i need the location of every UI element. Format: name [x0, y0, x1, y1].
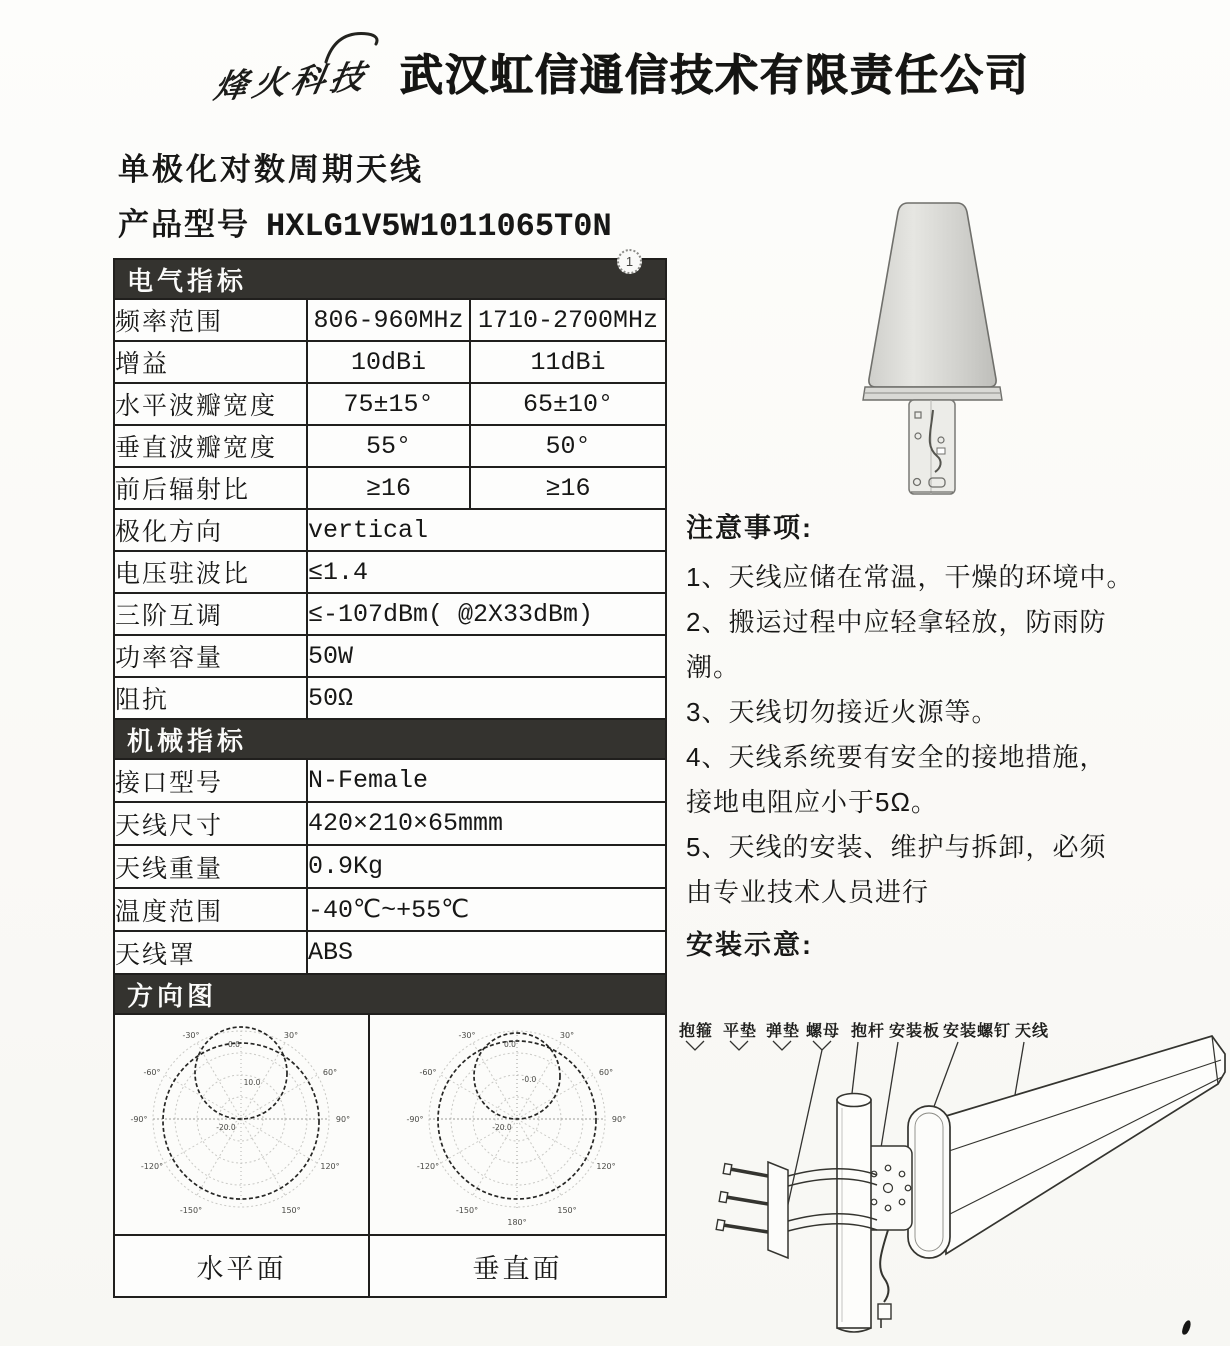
company-name: 武汉虹信通信技术有限责任公司 — [400, 52, 1030, 100]
svg-text:10.0: 10.0 — [243, 1077, 261, 1087]
svg-text:90°: 90° — [335, 1114, 351, 1124]
table-row — [114, 551, 666, 593]
model-label: 产品型号 — [118, 207, 250, 242]
horizontal-pattern-plot — [119, 1019, 364, 1231]
part-label: 弹垫 — [766, 1023, 801, 1040]
mechanical-section-header — [114, 719, 666, 759]
spec-label: 天线罩 — [114, 931, 307, 974]
part-label: 抱杆 — [851, 1023, 886, 1040]
table-row — [114, 425, 666, 467]
spec-label: 温度范围 — [114, 888, 307, 931]
antenna-body — [946, 1036, 1225, 1254]
spec-value-high-band: ≥16 — [470, 467, 666, 509]
note-line: 3、天线切勿接近火源等。 — [686, 697, 999, 727]
notes-heading: 注意事项: — [686, 513, 813, 543]
svg-text:120°: 120° — [596, 1161, 616, 1171]
table-row — [114, 509, 666, 551]
antenna-product-image — [845, 196, 1020, 504]
table-row — [114, 931, 666, 974]
direction-section-header — [114, 974, 666, 1014]
spec-value: 50W — [307, 635, 666, 677]
spec-label: 极化方向 — [114, 509, 307, 551]
electrical-header-label: 电气指标 — [114, 259, 666, 299]
part-label: 安装板 — [889, 1023, 941, 1040]
part-label: 抱箍 — [679, 1023, 714, 1040]
svg-text:-30°: -30° — [458, 1030, 476, 1040]
svg-text:150°: 150° — [281, 1205, 301, 1215]
svg-text:-120°: -120° — [416, 1161, 440, 1171]
spec-value: N-Female — [307, 759, 666, 802]
table-row — [114, 677, 666, 719]
spec-label: 阻抗 — [114, 677, 307, 719]
svg-text:-150°: -150° — [179, 1205, 203, 1215]
notes-section — [686, 506, 1230, 972]
main-lobe-trace — [195, 1027, 287, 1119]
spec-table — [113, 258, 667, 1298]
svg-text:30°: 30° — [559, 1030, 575, 1040]
direction-content-row — [114, 1014, 666, 1297]
radome — [869, 203, 996, 387]
part-label: 天线 — [1015, 1023, 1050, 1040]
direction-header-label: 方向图 — [114, 974, 666, 1014]
svg-text:120°: 120° — [320, 1161, 340, 1171]
vertical-pattern-plot — [395, 1019, 640, 1231]
table-row — [114, 635, 666, 677]
part-label: 螺母 — [806, 1023, 841, 1040]
antenna-back-cap — [908, 1106, 950, 1258]
svg-text:60°: 60° — [322, 1067, 338, 1077]
spec-value: 420×210×65mmm — [307, 802, 666, 845]
vertical-plane-caption: 垂直面 — [368, 1234, 665, 1296]
spec-label: 接口型号 — [114, 759, 307, 802]
clamp-block — [768, 1162, 788, 1258]
table-row — [114, 341, 666, 383]
spec-value-high-band: 65±10° — [470, 383, 666, 425]
spec-value: -40℃~+55℃ — [307, 888, 666, 931]
spec-value: 50Ω — [307, 677, 666, 719]
svg-text:-120°: -120° — [140, 1161, 164, 1171]
spec-value-high-band: 11dBi — [470, 341, 666, 383]
svg-text:-60°: -60° — [419, 1067, 437, 1077]
table-row — [114, 888, 666, 931]
spec-value-low-band: ≥16 — [307, 467, 470, 509]
spec-label: 三阶互调 — [114, 593, 307, 635]
spec-value: vertical — [307, 509, 666, 551]
table-row — [114, 759, 666, 802]
spec-value-high-band: 50° — [470, 425, 666, 467]
svg-text:0.0: 0.0 — [228, 1039, 240, 1049]
horizontal-pattern-cell — [115, 1015, 368, 1234]
scan-circled-mark: 1 — [617, 249, 642, 274]
svg-text:-30°: -30° — [182, 1030, 200, 1040]
table-row — [114, 593, 666, 635]
table-row — [114, 802, 666, 845]
svg-text:60°: 60° — [598, 1067, 614, 1077]
svg-text:-20.0: -20.0 — [216, 1122, 236, 1132]
spec-label: 电压驻波比 — [114, 551, 307, 593]
spec-label: 水平波瓣宽度 — [114, 383, 307, 425]
logo-script-text: 烽火科技 — [211, 56, 373, 107]
note-line: 1、天线应储在常温，干燥的环境中。 — [686, 562, 1134, 592]
note-line: 2、搬运过程中应轻拿轻放，防雨防 — [686, 607, 1107, 637]
installation-diagram — [672, 1020, 1230, 1344]
feed-cable — [880, 1230, 888, 1302]
pattern-plots-grid — [115, 1015, 665, 1296]
svg-text:-60°: -60° — [143, 1067, 161, 1077]
spec-value-low-band: 806-960MHz — [307, 299, 470, 341]
page-title: 单极化对数周期天线 — [118, 152, 424, 187]
table-row — [114, 299, 666, 341]
spec-label: 天线重量 — [114, 845, 307, 888]
spec-label: 前后辐射比 — [114, 467, 307, 509]
svg-text:-90°: -90° — [406, 1114, 424, 1124]
spec-value-low-band: 55° — [307, 425, 470, 467]
vertical-pattern-cell — [368, 1015, 665, 1234]
spec-value-low-band: 10dBi — [307, 341, 470, 383]
svg-text:30°: 30° — [283, 1030, 299, 1040]
svg-text:-0.0: -0.0 — [521, 1074, 537, 1084]
spec-value-low-band: 75±15° — [307, 383, 470, 425]
svg-text:180°: 180° — [507, 1217, 527, 1227]
company-logo — [208, 24, 386, 112]
spec-value: ABS — [307, 931, 666, 974]
svg-text:-150°: -150° — [455, 1205, 479, 1215]
model-number: HXLG1V5W1011065T0N — [266, 208, 612, 245]
note-line: 接地电阻应小于5Ω。 — [686, 787, 938, 817]
spec-label: 垂直波瓣宽度 — [114, 425, 307, 467]
install-heading: 安装示意: — [686, 930, 813, 960]
spec-value: 0.9Kg — [307, 845, 666, 888]
svg-text:0.0: 0.0 — [504, 1039, 516, 1049]
spec-label: 频率范围 — [114, 299, 307, 341]
spec-value: ≤-107dBm( @2X33dBm) — [307, 593, 666, 635]
note-line: 5、天线的安装、维护与拆卸，必须 — [686, 832, 1107, 862]
spec-label: 功率容量 — [114, 635, 307, 677]
part-label: 安装螺钉 — [943, 1023, 1012, 1040]
horizontal-plane-caption: 水平面 — [115, 1234, 368, 1296]
svg-text:-20.0: -20.0 — [492, 1122, 512, 1132]
spec-value-high-band: 1710-2700MHz — [470, 299, 666, 341]
spec-label: 增益 — [114, 341, 307, 383]
mechanical-header-label: 机械指标 — [114, 719, 666, 759]
spec-value: ≤1.4 — [307, 551, 666, 593]
electrical-section-header — [114, 259, 666, 299]
table-row — [114, 845, 666, 888]
note-line: 潮。 — [686, 652, 741, 682]
note-line: 由专业技术人员进行 — [686, 877, 930, 907]
product-model-line — [118, 199, 612, 245]
brand-header — [208, 24, 1030, 112]
note-line: 4、天线系统要有安全的接地措施， — [686, 742, 1107, 772]
svg-text:-90°: -90° — [130, 1114, 148, 1124]
svg-text:90°: 90° — [611, 1114, 627, 1124]
svg-text:150°: 150° — [557, 1205, 577, 1215]
table-row — [114, 467, 666, 509]
part-label: 平垫 — [723, 1023, 758, 1040]
table-row — [114, 383, 666, 425]
spec-label: 天线尺寸 — [114, 802, 307, 845]
